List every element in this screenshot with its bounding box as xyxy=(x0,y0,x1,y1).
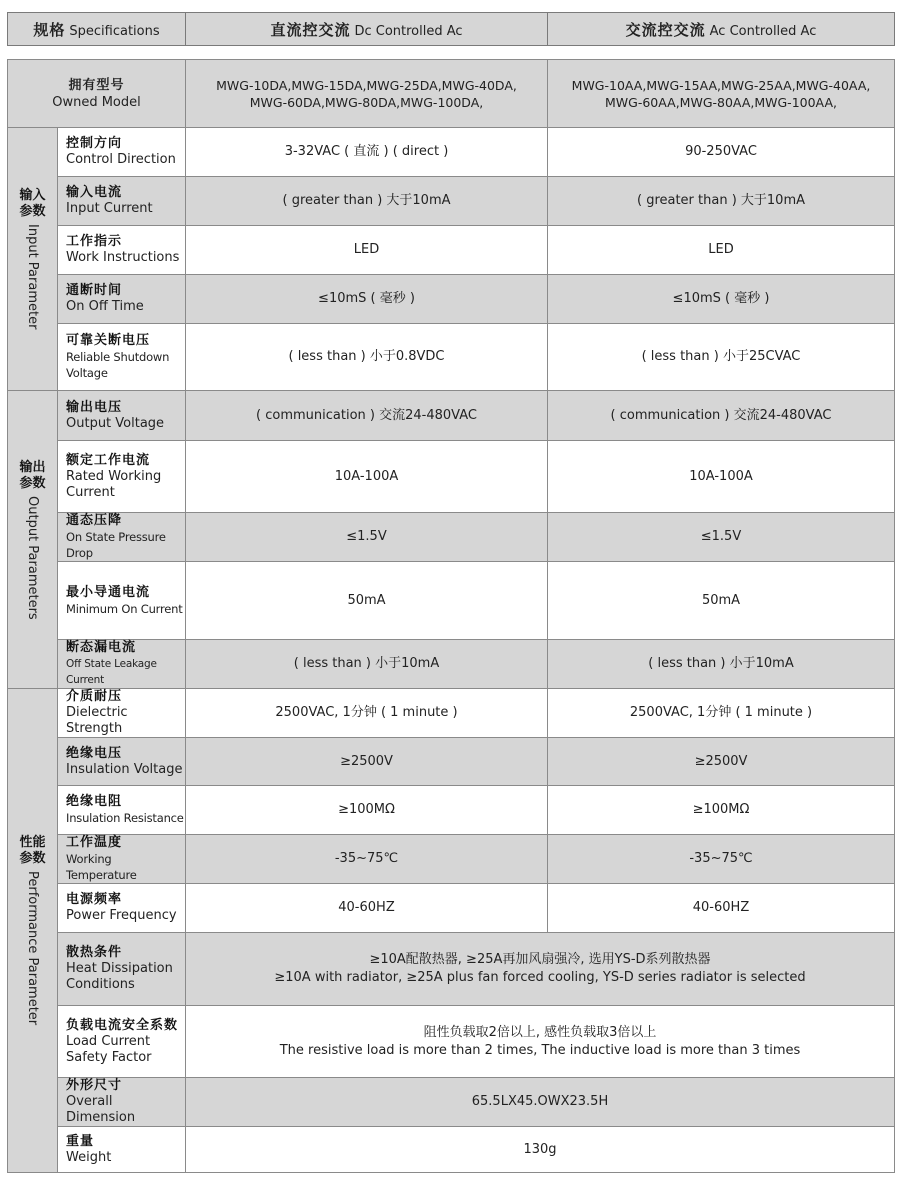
row-label-zh: 负载电流安全系数 xyxy=(66,1017,179,1033)
row-label-en: Insulation Voltage xyxy=(66,761,183,777)
table-row xyxy=(8,933,895,1006)
dc-value: 50mA xyxy=(186,562,548,640)
spec-table xyxy=(7,59,895,1173)
row-label-en: Off State Leakage Current xyxy=(66,658,157,686)
row-label xyxy=(58,786,186,835)
row-label-en: Control Direction xyxy=(66,152,176,167)
row-label-zh: 输入电流 xyxy=(66,185,123,200)
group-performance-zh: 参数 xyxy=(19,851,46,867)
row-label-en: Working Temperature xyxy=(66,852,137,882)
group-output-zh: 输出 xyxy=(19,459,46,475)
ac-value: ( less than ) 小于10mA xyxy=(548,640,895,689)
dc-value: ( less than ) 小于10mA xyxy=(186,640,548,689)
row-label-zh: 通态压降 xyxy=(66,513,123,528)
merged-value xyxy=(186,1006,895,1078)
row-label-en: Voltage xyxy=(66,366,108,380)
ac-value: ( communication ) 交流24-480VAC xyxy=(548,391,895,441)
table-row xyxy=(8,513,895,562)
row-label xyxy=(58,324,186,391)
group-input xyxy=(8,128,58,391)
header-spec xyxy=(8,13,186,46)
table-row xyxy=(8,738,895,786)
row-label-en: On State Pressure Drop xyxy=(66,530,166,560)
row-label xyxy=(58,640,186,689)
group-output-en: Output Parameters xyxy=(25,495,40,620)
model-dc xyxy=(186,60,548,128)
row-label-zh: 输出电压 xyxy=(66,399,123,415)
table-row xyxy=(8,786,895,835)
header-ac xyxy=(548,13,895,46)
dc-value: ≤10mS ( 毫秒 ) xyxy=(186,275,548,324)
table-row xyxy=(8,1127,895,1173)
header-spec-en: Specifications xyxy=(69,23,160,39)
table-row xyxy=(8,689,895,738)
table-row xyxy=(8,226,895,275)
header-dc-en: Dc Controlled Ac xyxy=(354,23,463,39)
dc-value: ( greater than ) 大于10mA xyxy=(186,177,548,226)
merged-value-line: The resistive load is more than 2 times, The inductive load is more than 3 times xyxy=(279,1042,801,1058)
dc-value: LED xyxy=(186,226,548,275)
model-dc-line: MWG-60DA,MWG-80DA,MWG-100DA, xyxy=(249,94,484,110)
row-label-en: Reliable Shutdown xyxy=(66,350,170,364)
row-label-en: Insulation Resistance xyxy=(66,811,184,825)
ac-value: 40-60HZ xyxy=(548,884,895,933)
merged-value: 65.5LX45.OWX23.5H xyxy=(186,1078,895,1127)
row-label-en: Current xyxy=(66,484,115,500)
ac-value: ≥100MΩ xyxy=(548,786,895,835)
table-row xyxy=(8,835,895,884)
dc-value: 10A-100A xyxy=(186,441,548,513)
model-ac-line: MWG-10AA,MWG-15AA,MWG-25AA,MWG-40AA, xyxy=(571,77,871,93)
row-label-zh: 工作温度 xyxy=(66,835,123,850)
row-label xyxy=(58,933,186,1006)
row-label xyxy=(58,835,186,884)
row-label xyxy=(58,391,186,441)
model-ac-line: MWG-60AA,MWG-80AA,MWG-100AA, xyxy=(605,94,837,110)
row-label xyxy=(58,1078,186,1127)
row-label-en: Dielectric Strength xyxy=(66,705,128,736)
group-performance xyxy=(8,689,58,1173)
row-label-en: On Off Time xyxy=(66,299,144,314)
dc-value: 40-60HZ xyxy=(186,884,548,933)
merged-value-line: 阻性负载取2倍以上, 感性负载取3倍以上 xyxy=(423,1024,657,1040)
table-row xyxy=(8,640,895,689)
model-ac xyxy=(548,60,895,128)
row-label-zh: 可靠关断电压 xyxy=(66,333,151,348)
ac-value: 10A-100A xyxy=(548,441,895,513)
row-label xyxy=(58,177,186,226)
table-row xyxy=(8,128,895,177)
dc-value: ≤1.5V xyxy=(186,513,548,562)
ac-value: LED xyxy=(548,226,895,275)
row-label-zh: 外形尺寸 xyxy=(66,1078,123,1093)
ac-value: ≥2500V xyxy=(548,738,895,786)
row-label-en: Overall Dimension xyxy=(66,1094,136,1125)
merged-value-line: ≥10A with radiator, ≥25A plus fan forced cooling, YS-D series radiator is selected xyxy=(274,970,806,985)
group-input-en: Input Parameter xyxy=(25,224,40,330)
group-performance-zh: 性能 xyxy=(19,835,46,851)
table-row xyxy=(8,441,895,513)
table-row xyxy=(8,177,895,226)
row-label-zh: 最小导通电流 xyxy=(66,584,151,600)
row-label-zh: 绝缘电压 xyxy=(66,745,123,761)
ac-value: 90-250VAC xyxy=(548,128,895,177)
row-label-en: Safety Factor xyxy=(66,1049,152,1065)
ac-value: ≤1.5V xyxy=(548,513,895,562)
row-label-en: Rated Working xyxy=(66,468,162,484)
row-label xyxy=(58,689,186,738)
row-label-en: Work Instructions xyxy=(66,250,180,265)
model-label xyxy=(8,60,186,128)
header-ac-zh: 交流控交流 xyxy=(625,20,706,39)
row-label xyxy=(58,1127,186,1173)
ac-value: ( less than ) 小于25CVAC xyxy=(548,324,895,391)
model-label-en: Owned Model xyxy=(52,94,141,110)
model-row xyxy=(8,60,895,128)
header-dc-zh: 直流控交流 xyxy=(270,20,351,39)
row-label-en: Weight xyxy=(66,1149,112,1165)
row-label-zh: 散热条件 xyxy=(66,945,123,960)
group-performance-en: Performance Parameter xyxy=(25,871,40,1026)
header-dc xyxy=(186,13,548,46)
ac-value: ≤10mS ( 毫秒 ) xyxy=(548,275,895,324)
row-label xyxy=(58,275,186,324)
row-label-zh: 重量 xyxy=(66,1133,95,1149)
row-label xyxy=(58,1006,186,1078)
row-label-zh: 工作指示 xyxy=(66,234,123,249)
row-label-zh: 绝缘电阻 xyxy=(66,794,123,809)
row-label-zh: 介质耐压 xyxy=(66,689,123,704)
dc-value: 2500VAC, 1分钟 ( 1 minute ) xyxy=(186,689,548,738)
ac-value: 2500VAC, 1分钟 ( 1 minute ) xyxy=(548,689,895,738)
header-spec-zh: 规格 xyxy=(33,20,66,39)
table-row xyxy=(8,1006,895,1078)
row-label xyxy=(58,513,186,562)
dc-value: -35~75℃ xyxy=(186,835,548,884)
model-dc-line: MWG-10DA,MWG-15DA,MWG-25DA,MWG-40DA, xyxy=(216,77,517,93)
row-label-zh: 电源频率 xyxy=(66,892,123,907)
table-row xyxy=(8,275,895,324)
model-label-zh: 拥有型号 xyxy=(68,77,125,93)
group-input-zh: 参数 xyxy=(19,204,46,220)
row-label xyxy=(58,562,186,640)
ac-value: 50mA xyxy=(548,562,895,640)
row-label-en: Conditions xyxy=(66,977,135,992)
row-label-en: Minimum On Current xyxy=(66,601,183,616)
row-label-zh: 额定工作电流 xyxy=(66,452,151,468)
row-label-en: Load Current xyxy=(66,1033,151,1049)
row-label xyxy=(58,128,186,177)
ac-value: -35~75℃ xyxy=(548,835,895,884)
row-label-en: Power Frequency xyxy=(66,908,177,923)
dc-value: ( less than ) 小于0.8VDC xyxy=(186,324,548,391)
spec-header xyxy=(7,12,895,46)
merged-value xyxy=(186,933,895,1006)
row-label-en: Heat Dissipation xyxy=(66,961,173,976)
group-output-zh: 参数 xyxy=(19,475,46,491)
row-label-zh: 通断时间 xyxy=(66,283,123,298)
table-row xyxy=(8,562,895,640)
row-label xyxy=(58,884,186,933)
table-row xyxy=(8,884,895,933)
group-input-zh: 输入 xyxy=(19,188,46,204)
dc-value: ≥2500V xyxy=(186,738,548,786)
table-row xyxy=(8,1078,895,1127)
merged-value-line: ≥10A配散热器, ≥25A再加风扇强冷, 选用YS-D系列散热器 xyxy=(369,952,711,967)
dc-value: 3-32VAC ( 直流 ) ( direct ) xyxy=(186,128,548,177)
row-label-en: Input Current xyxy=(66,201,153,216)
ac-value: ( greater than ) 大于10mA xyxy=(548,177,895,226)
table-row xyxy=(8,391,895,441)
row-label-zh: 断态漏电流 xyxy=(66,640,137,655)
dc-value: ( communication ) 交流24-480VAC xyxy=(186,391,548,441)
merged-value: 130g xyxy=(186,1127,895,1173)
table-row xyxy=(8,324,895,391)
header-ac-en: Ac Controlled Ac xyxy=(709,23,817,39)
dc-value: ≥100MΩ xyxy=(186,786,548,835)
row-label xyxy=(58,738,186,786)
row-label xyxy=(58,226,186,275)
row-label xyxy=(58,441,186,513)
row-label-en: Output Voltage xyxy=(66,415,165,431)
row-label-zh: 控制方向 xyxy=(66,136,123,151)
group-output xyxy=(8,391,58,689)
